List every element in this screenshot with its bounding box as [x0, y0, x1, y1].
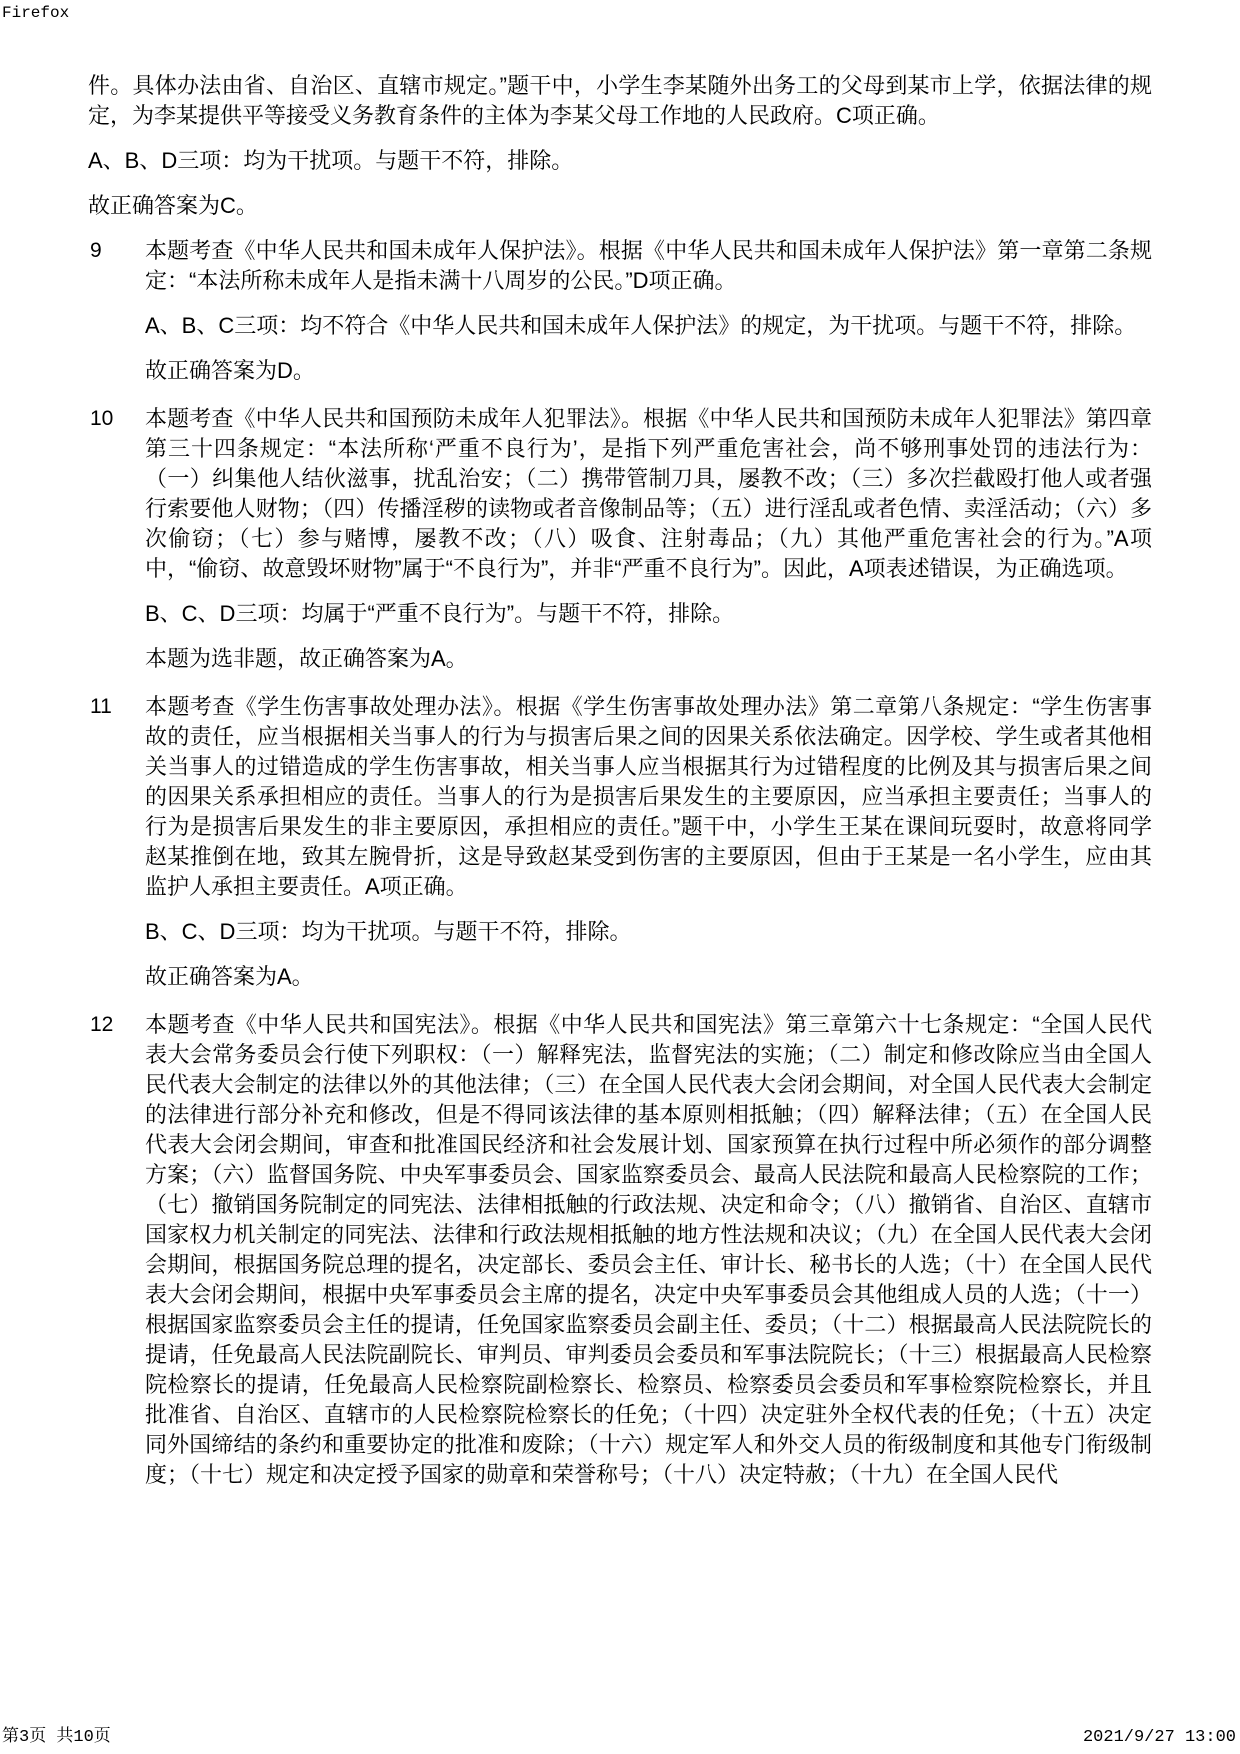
explanation-paragraph: 本题考查《中华人民共和国预防未成年人犯罪法》。根据《中华人民共和国预防未成年人犯罪法》第四章第三十四条规定：“本法所称‘严重不良行为’，是指下列严重危害社会，尚不够刑事处罚的违法行为：（一）纠集他人结伙滋事，扰乱治安；（二）携带管制刀具，屡教不改；（三）多次拦截殴打他人或者强行索要他人财物；（四）传播淫秽的读物或者音像制品等；（五）进行淫乱或者色情、卖淫活动；（六）多次偷窃；（七）参与赌博，屡教不改；（八）吸食、注射毒品；（九）其他严重危害社会的行为。”A项中，“偷窃、故意毁坏财物”属于“不良行为”，并非“严重不良行为”。因此，A项表述错误，为正确选项。: [145, 406, 1152, 581]
question-number: 11: [90, 695, 112, 718]
footer-page-indicator: 第3页 共10页: [2, 1728, 111, 1747]
question-number: 12: [90, 1013, 114, 1036]
question-item-11: [88, 692, 1152, 1007]
distractor-paragraph: B、C、D三项：均属于“严重不良行为”。与题干不符，排除。: [145, 601, 735, 626]
explanation-paragraph: 本题考查《学生伤害事故处理办法》。根据《学生伤害事故处理办法》第二章第八条规定：“学生伤害事故的责任，应当根据相关当事人的行为与损害后果之间的因果关系依法确定。因学校、学生或者其他相关当事人的过错造成的学生伤害事故，相关当事人应当根据其行为过错程度的比例及其与损害后果之间的因果关系承担相应的责任。当事人的行为是损害后果发生的主要原因，应当承担主要责任；当事人的行为是损害后果发生的非主要原因，承担相应的责任。”题干中，小学生王某在课间玩耍时，故意将同学赵某推倒在地，致其左腕骨折，这是导致赵某受到伤害的主要原因，但由于王某是一名小学生，应由其监护人承担主要责任。A项正确。: [145, 694, 1152, 899]
question-item-9: [88, 236, 1152, 401]
question-number: 10: [90, 407, 114, 430]
intro-continuation-paragraph: 件。具体办法由省、自治区、直辖市规定。”题干中，小学生李某随外出务工的父母到某市上学，依据法律的规定，为李某提供平等接受义务教育条件的主体为李某父母工作地的人民政府。C项正确。: [88, 73, 1152, 128]
answer-paragraph: 本题为选非题，故正确答案为A。: [145, 646, 468, 671]
question-body: [145, 692, 1152, 1007]
explanation-paragraph: 本题考查《中华人民共和国宪法》。根据《中华人民共和国宪法》第三章第六十七条规定：“全国人民代表大会常务委员会行使下列职权：（一）解释宪法，监督宪法的实施；（二）制定和修改除应当由全国人民代表大会制定的法律以外的其他法律；（三）在全国人民代表大会闭会期间，对全国人民代表大会制定的法律进行部分补充和修改，但是不得同该法律的基本原则相抵触；（四）解释法律；（五）在全国人民代表大会闭会期间，审查和批准国民经济和社会发展计划、国家预算在执行过程中所必须作的部分调整方案；（六）监督国务院、中央军事委员会、国家监察委员会、最高人民法院和最高人民检察院的工作；（七）撤销国务院制定的同宪法、法律相抵触的行政法规、决定和命令；（八）撤销省、自治区、直辖市国家权力机关制定的同宪法、法律和行政法规相抵触的地方性法规和决议；（九）在全国人民代表大会闭会期间，根据国务院总理的提名，决定部长、委员会主任、审计长、秘书长的人选；（十）在全国人民代表大会闭会期间，根据中央军事委员会主席的提名，决定中央军事委员会其他组成人员的人选；（十一）根据国家监察委员会主任的提请，任免国家监察委员会副主任、委员；（十二）根据最高人民法院院长的提请，任免最高人民法院副院长、审判员、审判委员会委员和军事法院院长；（十三）根据最高人民检察院检察长的提请，任免最高人民检察院副检察长、检察员、检察委员会委员和军事检察院检察长，并且批准省、自治区、直辖市的人民检察院检察长的任免；（十四）决定驻外全权代表的任免；（十五）决定同外国缔结的条约和重要协定的批准和废除；（十六）规定军人和外交人员的衔级制度和其他专门衔级制度；（十七）规定和决定授予国家的勋章和荣誉称号；（十八）决定特赦；（十九）在全国人民代: [145, 1012, 1152, 1487]
intro-answer-paragraph: 故正确答案为C。: [88, 193, 258, 218]
distractor-paragraph: B、C、D三项：均为干扰项。与题干不符，排除。: [145, 919, 632, 944]
footer-print-datetime: 2021/9/27 13:00: [1082, 1728, 1236, 1747]
answer-paragraph: 故正确答案为A。: [145, 964, 314, 989]
answer-paragraph: 故正确答案为D。: [145, 358, 315, 383]
intro-distractor-paragraph: A、B、D三项：均为干扰项。与题干不符，排除。: [88, 148, 574, 173]
question-body: [145, 236, 1152, 401]
question-number: 9: [90, 239, 102, 262]
print-header-app-name: Firefox: [2, 4, 70, 22]
distractor-paragraph: A、B、C三项：均不符合《中华人民共和国未成年人保护法》的规定，为干扰项。与题干不符，排除。: [145, 313, 1137, 338]
question-body: [145, 404, 1152, 689]
question-item-12: [88, 1010, 1152, 1505]
explanation-paragraph: 本题考查《中华人民共和国未成年人保护法》。根据《中华人民共和国未成年人保护法》第一章第二条规定：“本法所称未成年人是指未满十八周岁的公民。”D项正确。: [145, 238, 1152, 293]
question-body: [145, 1010, 1152, 1505]
question-item-10: [88, 404, 1152, 689]
